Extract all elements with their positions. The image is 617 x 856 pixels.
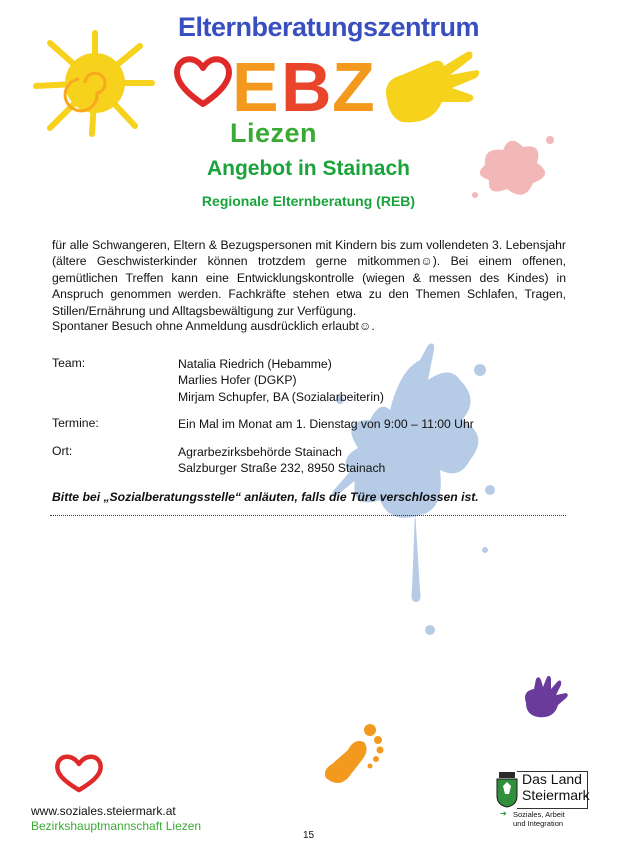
page-number: 15 xyxy=(302,830,315,841)
sun-decoration xyxy=(30,28,160,138)
spontaneous-visit-text: Spontaner Besuch ohne Anmeldung ausdrücklich erlaubt☺. xyxy=(52,319,375,333)
footer-heart-icon xyxy=(52,752,106,794)
team-member: Marlies Hofer (DGKP) xyxy=(178,373,297,388)
place-line: Salzburger Straße 232, 8950 Stainach xyxy=(178,461,386,476)
land-department xyxy=(513,810,565,828)
yellow-hand-decoration xyxy=(372,40,482,130)
logo-location: Liezen xyxy=(230,118,318,148)
team-label: Team: xyxy=(52,356,86,370)
arrow-right-icon: ➔ xyxy=(500,809,507,818)
logo-letter-z: Z xyxy=(332,48,375,126)
door-note: Bitte bei „Sozialberatungsstelle“ anläuten, falls die Türe verschlossen ist. xyxy=(52,490,479,504)
authority-name: Bezirkshauptmannschaft Liezen xyxy=(31,819,202,833)
land-logo-line: Steiermark xyxy=(522,787,590,803)
land-department-line: und Integration xyxy=(513,819,564,828)
team-member: Mirjam Schupfer, BA (Sozialarbeiterin) xyxy=(178,389,384,404)
dates-label: Termine: xyxy=(52,416,99,430)
intro-paragraph: für alle Schwangeren, Eltern & Bezugspersonen mit Kindern bis zum vollendeten 3. Lebensjahr (ältere Geschwisterkinder können trotzdem gerne mitkommen☺). Bei einem offenen, gemütlichen Treffen kann eine Entwicklungskontrolle (wiegen & messen des Kindes) in Anspruch genommen werden. Fachkräfte stehen etwa zu den Themen Schlafen, Tragen, Stillen/Ernährung und Alltagsbewältigung zur Verfügung. xyxy=(52,238,566,318)
steiermark-crest-icon xyxy=(496,772,518,808)
logo-letter-b: B xyxy=(281,48,332,126)
logo-top-text: Elternberatungszentrum xyxy=(178,12,480,42)
dates-value: Ein Mal im Monat am 1. Dienstag von 9:00 – 11:00 Uhr xyxy=(178,417,474,431)
place-label: Ort: xyxy=(52,444,73,458)
page-title: Angebot in Stainach xyxy=(206,157,410,180)
orange-footprint-decoration xyxy=(318,720,388,788)
team-list xyxy=(178,356,384,405)
dotted-divider xyxy=(50,515,566,516)
land-department-line: Soziales, Arbeit xyxy=(513,810,565,819)
team-member: Natalia Riedrich (Hebamme) xyxy=(178,357,332,371)
logo-letter-e: E xyxy=(232,48,279,126)
land-logo-text xyxy=(522,771,590,803)
page-subtitle: Regionale Elternberatung (REB) xyxy=(201,193,416,209)
red-heart-icon xyxy=(172,52,234,110)
land-logo-line: Das Land xyxy=(522,771,582,787)
website-link[interactable]: www.soziales.steiermark.at xyxy=(31,804,176,818)
place-line: Agrarbezirksbehörde Stainach xyxy=(178,445,342,459)
purple-hand-decoration xyxy=(514,675,572,723)
place-value xyxy=(178,444,385,477)
